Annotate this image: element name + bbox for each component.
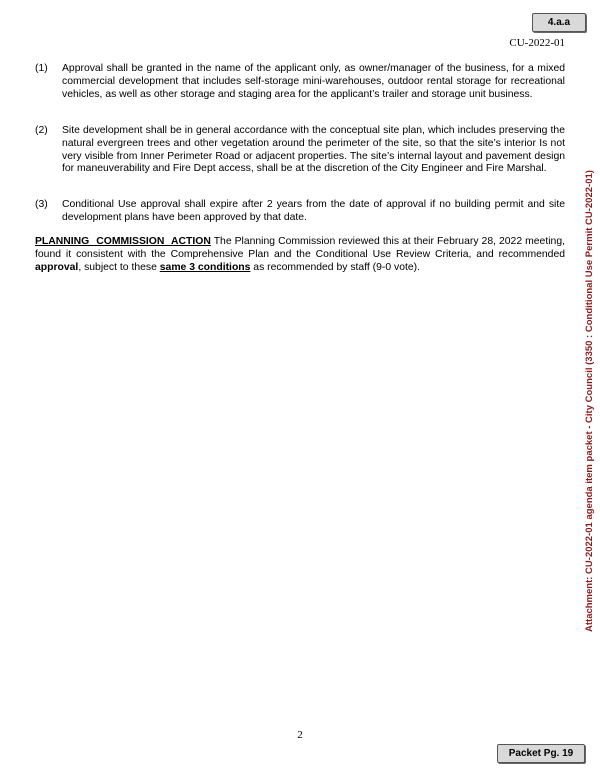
approval-word: approval — [35, 261, 79, 273]
document-id: CU-2022-01 — [509, 37, 565, 49]
condition-item — [35, 63, 565, 101]
attachment-label: Attachment: CU-2022-01 agenda item packet - City Council (3350 : Conditional Use Permit CU-2022-01) — [584, 170, 595, 632]
packet-page-tag: Packet Pg. 19 — [497, 744, 585, 763]
condition-number: (1) — [35, 63, 48, 74]
action-text: as recommended by staff (9-0 vote). — [250, 261, 421, 273]
condition-item — [35, 125, 565, 176]
condition-text: Conditional Use approval shall expire after 2 years from the date of approval if no building permit and site development plans have been approved by that date. — [62, 199, 565, 223]
conditions-reference: same 3 conditions — [159, 261, 251, 273]
action-text: The Planning Commission reviewed this at their February 28, 2022 meeting, found it consistent with the Comprehensive Plan and the Conditional Use Review Criteria, and recommended — [35, 236, 565, 260]
agenda-item-tag: 4.a.a — [532, 13, 586, 32]
page-number: 2 — [297, 729, 303, 741]
condition-text: Approval shall be granted in the name of the applicant only, as owner/manager of the business, for a mixed commercial development that includes self-storage mini-warehouses, outdoor rental storage for recreational vehicles, as well as other storage and staging area for the applicant’s trailer and storage unit business. — [62, 63, 565, 100]
condition-text: Site development shall be in general accordance with the conceptual site plan, which includes preserving the natural evergreen trees and other vegetation around the perimeter of the site, so that the site’s interior Is not very visible from Inner Perimeter Road or adjacent properties. The site’s internal layout and pavement design for maneuverability and Fire Dept access, shall be at the discretion of the City Engineer and Fire Marshal. — [62, 125, 565, 175]
planning-commission-action — [35, 236, 565, 274]
condition-number: (3) — [35, 199, 48, 210]
action-text: , subject to these — [78, 261, 160, 273]
condition-item — [35, 199, 565, 225]
action-heading: PLANNING COMMISSION ACTION — [35, 236, 211, 247]
condition-number: (2) — [35, 125, 48, 136]
